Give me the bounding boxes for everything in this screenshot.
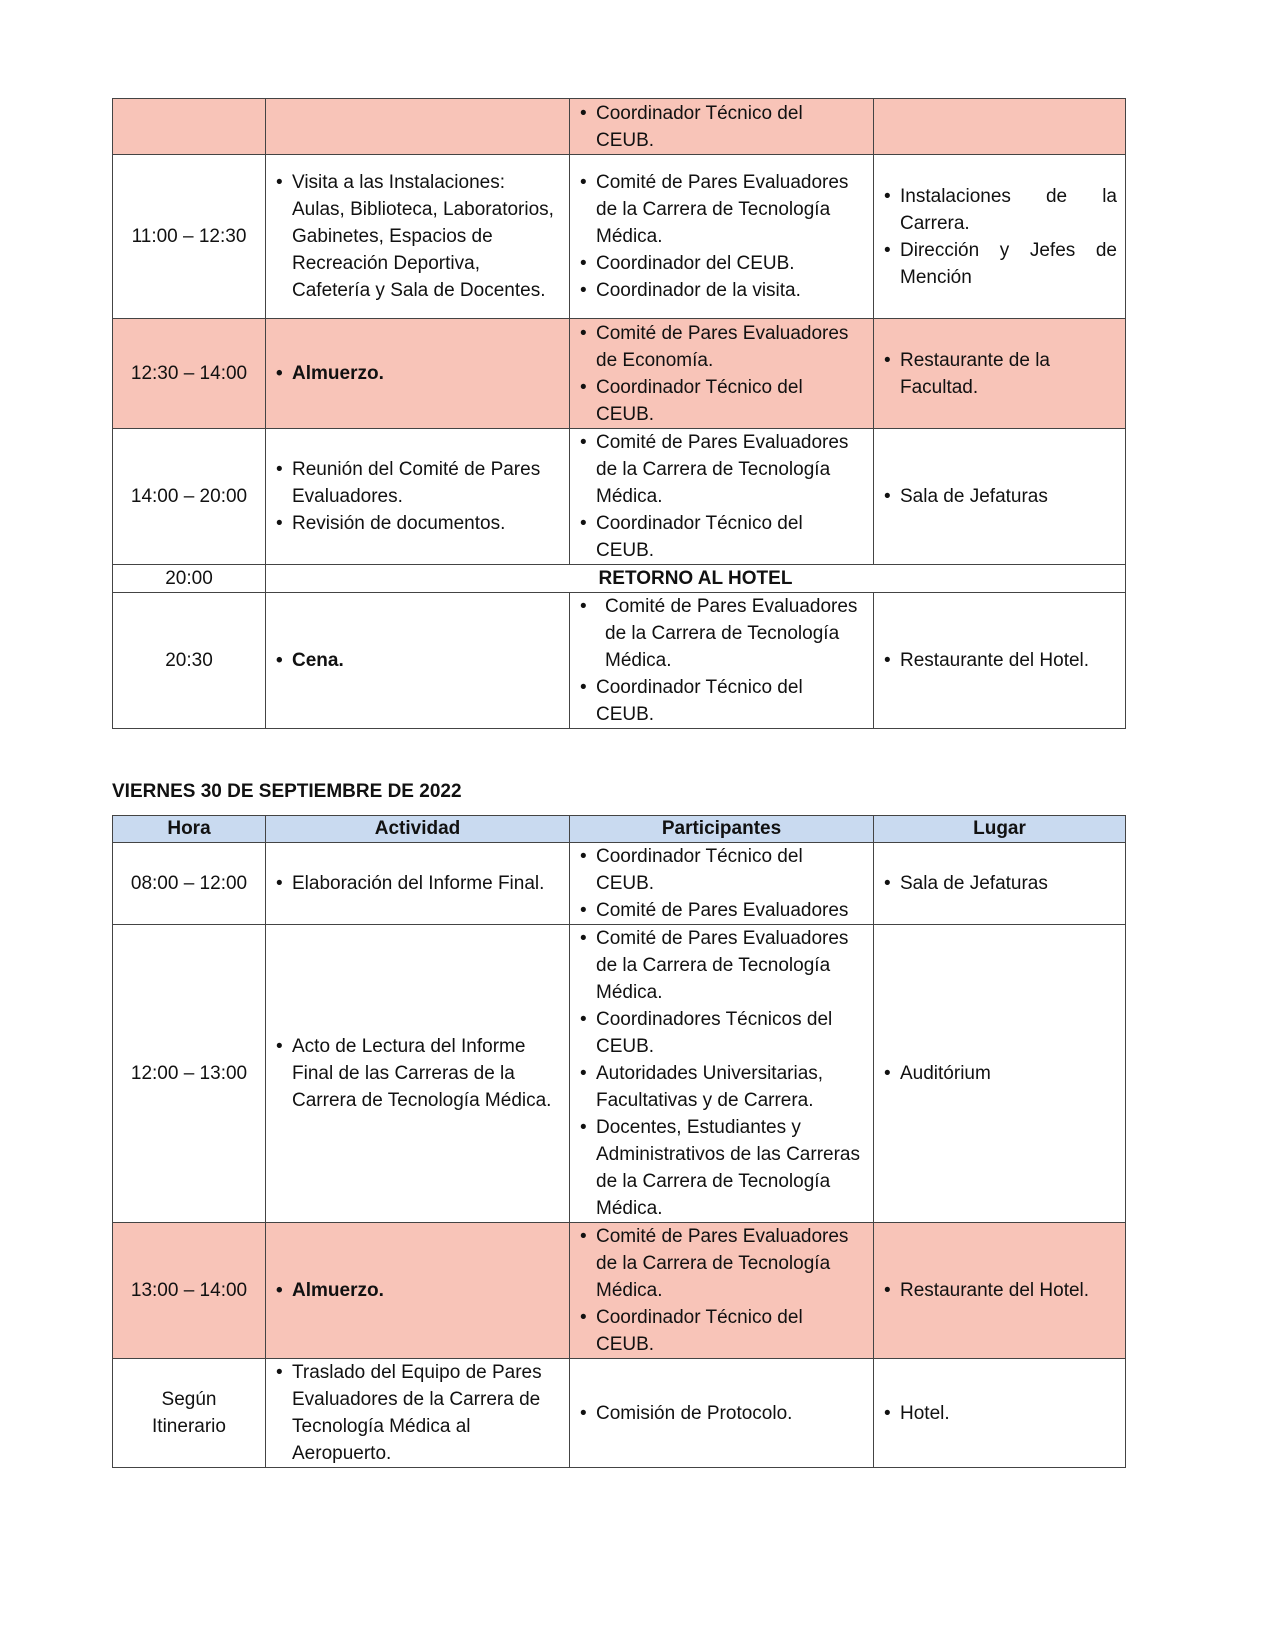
participantes-cell: [570, 429, 874, 565]
table-row: [113, 565, 1126, 593]
schedule-table-thursday-continued: [112, 98, 1126, 729]
hora-cell: [113, 99, 266, 155]
day-title: VIERNES 30 DE SEPTIEMBRE DE 2022: [112, 781, 462, 802]
list-item: • Coordinador Técnico del CEUB.: [578, 100, 865, 154]
actividad-cell: [266, 429, 570, 565]
hora-cell: 12:30 – 14:00: [113, 319, 266, 429]
list-item: • Coordinador del CEUB.: [578, 250, 865, 277]
list-item: • Restaurante del Hotel.: [882, 1277, 1117, 1304]
actividad-cell: [266, 1359, 570, 1468]
list-item: • Comité de Pares Evaluadores de la Carrera de Tecnología Médica.: [578, 925, 865, 1006]
actividad-cell: [266, 843, 570, 925]
table-row: [113, 429, 1126, 565]
list-item: • Instalaciones de la Carrera.: [882, 183, 1117, 237]
list-item: • Sala de Jefaturas: [882, 870, 1117, 897]
list-item: • Restaurante de la Facultad.: [882, 347, 1117, 401]
table-header-row: [113, 816, 1126, 843]
lugar-cell: [874, 843, 1126, 925]
lugar-cell: [874, 925, 1126, 1223]
table-row: [113, 319, 1126, 429]
hora-cell: 13:00 – 14:00: [113, 1223, 266, 1359]
document-page: [112, 98, 1125, 1468]
list-item: • Sala de Jefaturas: [882, 483, 1117, 510]
list-item: • Coordinador Técnico del CEUB.: [578, 843, 865, 897]
list-item: • Reunión del Comité de Pares Evaluadores.: [274, 456, 561, 510]
hora-cell: 14:00 – 20:00: [113, 429, 266, 565]
list-item: • Acto de Lectura del Informe Final de las Carreras de la Carrera de Tecnología Médica.: [274, 1033, 561, 1114]
table-row: [113, 155, 1126, 319]
list-item: • Comité de Pares Evaluadores de la Carrera de Tecnología Médica.: [578, 169, 865, 250]
lugar-cell: [874, 429, 1126, 565]
list-item: • Coordinador Técnico del CEUB.: [578, 510, 865, 564]
list-item: • Comité de Pares Evaluadores de la Carrera de Tecnología Médica.: [578, 593, 865, 674]
list-item: • Comité de Pares Evaluadores de Economía.: [578, 320, 865, 374]
lugar-cell: [874, 1223, 1126, 1359]
list-item: • Docentes, Estudiantes y Administrativos de las Carreras de la Carrera de Tecnología Médica.: [578, 1114, 865, 1222]
list-item: • Auditórium: [882, 1060, 1117, 1087]
list-item: • Coordinador Técnico del CEUB.: [578, 374, 865, 428]
participantes-cell: [570, 155, 874, 319]
list-item: • Elaboración del Informe Final.: [274, 870, 561, 897]
hora-cell: 20:30: [113, 593, 266, 729]
table-row: [113, 1359, 1126, 1468]
list-item: • Hotel.: [882, 1400, 1117, 1427]
actividad-cell: [266, 593, 570, 729]
participantes-cell: [570, 319, 874, 429]
actividad-cell: [266, 99, 570, 155]
hora-cell: 20:00: [113, 565, 266, 593]
header-actividad: Actividad: [266, 816, 570, 843]
lugar-cell: [874, 155, 1126, 319]
actividad-cell: [266, 319, 570, 429]
participantes-cell: [570, 1223, 874, 1359]
list-item: • Coordinadores Técnicos del CEUB.: [578, 1006, 865, 1060]
header-lugar: Lugar: [874, 816, 1126, 843]
list-item: • Traslado del Equipo de Pares Evaluadores de la Carrera de Tecnología Médica al Aeropuerto.: [274, 1359, 561, 1467]
list-item: • Comité de Pares Evaluadores: [578, 897, 865, 924]
list-item: • Coordinador Técnico del CEUB.: [578, 1304, 865, 1358]
actividad-cell: [266, 925, 570, 1223]
header-participantes: Participantes: [570, 816, 874, 843]
table-row: [113, 99, 1126, 155]
table-row: [113, 1223, 1126, 1359]
table-row: [113, 843, 1126, 925]
list-item: • Dirección y Jefes de Mención: [882, 237, 1117, 291]
list-item: • Comité de Pares Evaluadores de la Carrera de Tecnología Médica.: [578, 1223, 865, 1304]
participantes-cell: [570, 99, 874, 155]
list-item: • Almuerzo.: [274, 1277, 561, 1304]
list-item: • Revisión de documentos.: [274, 510, 561, 537]
table-row: [113, 593, 1126, 729]
list-item: • Almuerzo.: [274, 360, 561, 387]
list-item: • Comité de Pares Evaluadores de la Carrera de Tecnología Médica.: [578, 429, 865, 510]
retorno-al-hotel-cell: RETORNO AL HOTEL: [266, 565, 1126, 593]
hora-cell: 11:00 – 12:30: [113, 155, 266, 319]
participantes-cell: [570, 593, 874, 729]
lugar-cell: [874, 1359, 1126, 1468]
participantes-cell: [570, 843, 874, 925]
lugar-cell: [874, 99, 1126, 155]
hora-cell: 12:00 – 13:00: [113, 925, 266, 1223]
lugar-cell: [874, 319, 1126, 429]
participantes-cell: [570, 925, 874, 1223]
list-item: • Autoridades Universitarias, Facultativas y de Carrera.: [578, 1060, 865, 1114]
hora-cell: Según Itinerario: [113, 1359, 266, 1468]
table-row: [113, 925, 1126, 1223]
participantes-cell: [570, 1359, 874, 1468]
list-item: • Comisión de Protocolo.: [578, 1400, 865, 1427]
list-item: • Cena.: [274, 647, 561, 674]
list-item: • Coordinador de la visita.: [578, 277, 865, 304]
schedule-table-friday: [112, 815, 1126, 1468]
lugar-cell: [874, 593, 1126, 729]
header-hora: Hora: [113, 816, 266, 843]
actividad-cell: [266, 155, 570, 319]
actividad-cell: [266, 1223, 570, 1359]
list-item: • Restaurante del Hotel.: [882, 647, 1117, 674]
hora-cell: 08:00 – 12:00: [113, 843, 266, 925]
list-item: • Coordinador Técnico del CEUB.: [578, 674, 865, 728]
list-item: • Visita a las Instalaciones: Aulas, Biblioteca, Laboratorios, Gabinetes, Espacios de Recreación Deportiva, Cafetería y Sala de Docentes.: [274, 169, 561, 304]
